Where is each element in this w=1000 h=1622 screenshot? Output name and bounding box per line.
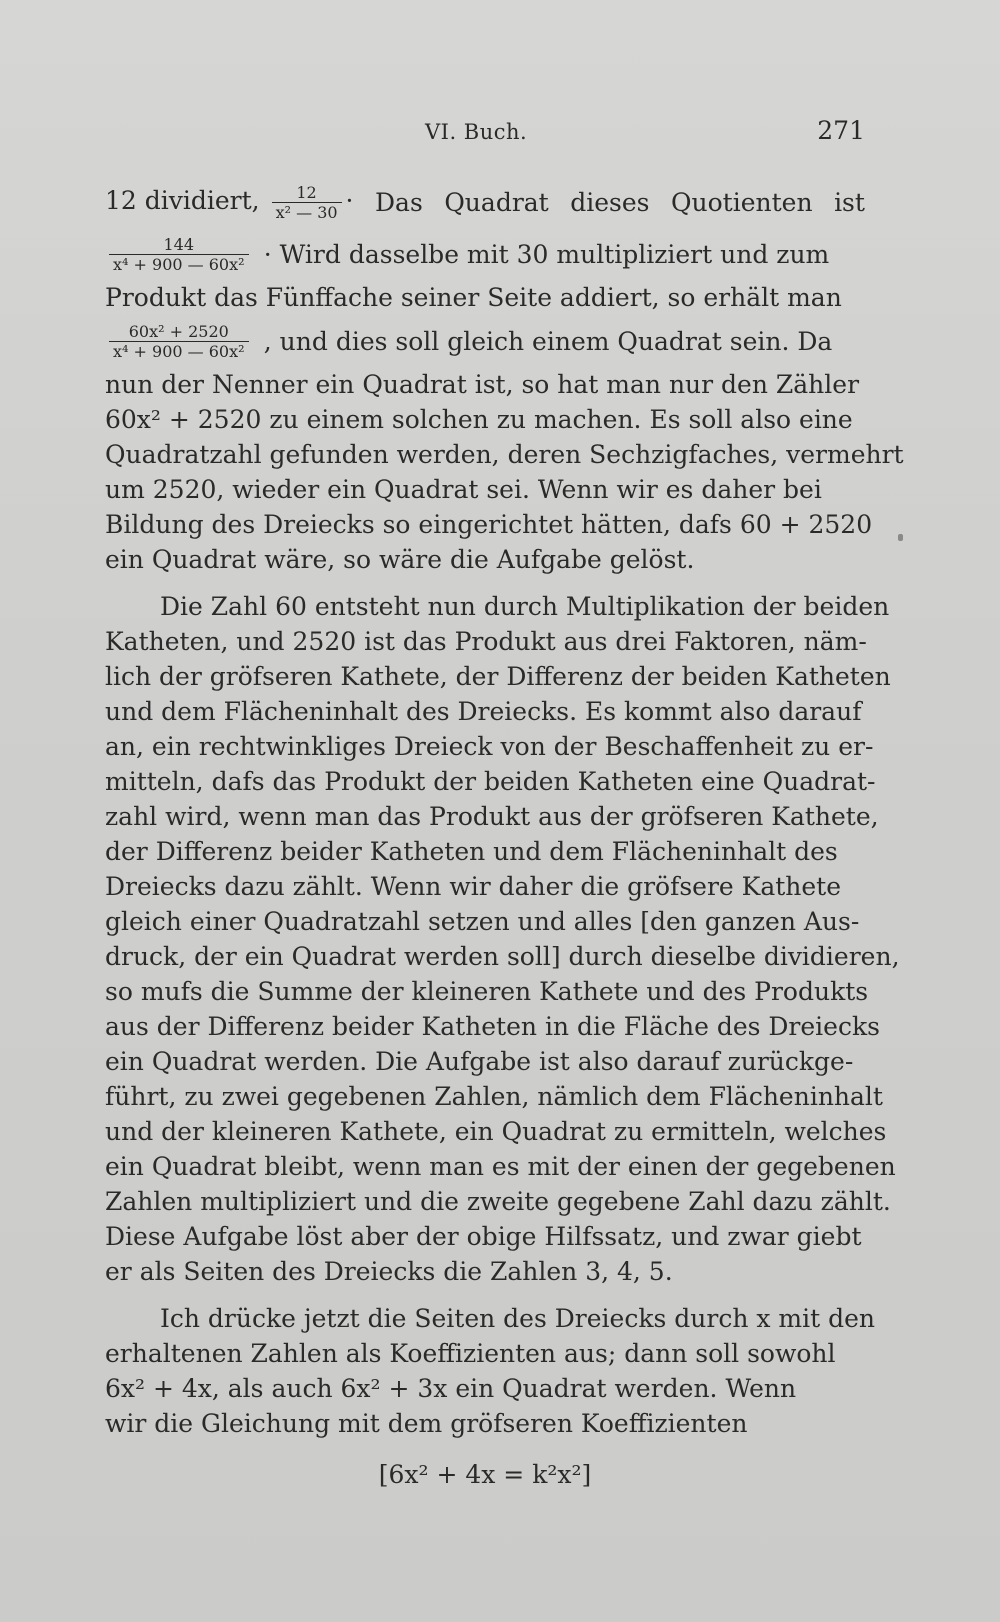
paragraph-line: Zahlen multipliziert und die zweite gegebene Zahl dazu zählt. bbox=[105, 1187, 891, 1216]
fraction-144-over-denominator bbox=[109, 235, 249, 274]
line-text: nun der Nenner ein Quadrat ist, so hat man nur den Zähler bbox=[105, 370, 860, 399]
word: Quadrat bbox=[444, 187, 549, 217]
paragraph-line: an, ein rechtwinkliges Dreieck von der Beschaffenheit zu er- bbox=[105, 732, 874, 761]
fraction-12-over-x2-minus-30 bbox=[272, 183, 342, 222]
page-number: 271 bbox=[817, 116, 865, 145]
fraction-denominator: x⁴ + 900 — 60x² bbox=[109, 341, 249, 361]
paragraph-line: erhaltenen Zahlen als Koeffizienten aus; dann soll sowohl bbox=[105, 1339, 836, 1368]
line-4-text: , und dies soll gleich einem Quadrat sein. Da bbox=[263, 326, 833, 356]
paragraph-line: gleich einer Quadratzahl setzen und alles [den ganzen Aus- bbox=[105, 907, 860, 936]
paragraph-line: lich der gröfseren Kathete, der Differenz der beiden Katheten bbox=[105, 662, 891, 691]
paragraph-line: Die Zahl 60 entsteht nun durch Multiplikation der beiden bbox=[160, 592, 890, 621]
line-3-text: Produkt das Fünffache seiner Seite addiert, so erhält man bbox=[105, 283, 842, 312]
paragraph-line: aus der Differenz beider Katheten in die Fläche des Dreiecks bbox=[105, 1012, 880, 1041]
display-equation: [6x² + 4x = k²x²] bbox=[378, 1460, 592, 1489]
fraction-denominator: x² — 30 bbox=[272, 202, 342, 222]
line-text: Bildung des Dreiecks so eingerichtet hätten, dafs 60 + 2520 bbox=[105, 510, 873, 539]
text-line-4 bbox=[105, 315, 865, 367]
fraction-60x2-plus-2520 bbox=[109, 322, 249, 361]
paragraph-line: Katheten, und 2520 ist das Produkt aus drei Faktoren, näm- bbox=[105, 627, 867, 656]
text-line-9 bbox=[105, 507, 873, 542]
text-line-8 bbox=[105, 472, 865, 507]
text-line-6 bbox=[105, 402, 865, 437]
paragraph-line: und der kleineren Kathete, ein Quadrat zu ermitteln, welches bbox=[105, 1117, 887, 1146]
paragraph-gap bbox=[105, 577, 865, 589]
paragraph-line: ein Quadrat werden. Die Aufgabe ist also darauf zurückge- bbox=[105, 1047, 854, 1076]
page-header bbox=[105, 116, 865, 150]
paragraph-line: er als Seiten des Dreiecks die Zahlen 3, 4, 5. bbox=[105, 1257, 673, 1286]
line-text: Quadratzahl gefunden werden, deren Sechzigfaches, vermehrt bbox=[105, 440, 904, 469]
line-text: 60x² + 2520 zu einem solchen zu machen. Es soll also eine bbox=[105, 405, 853, 434]
word: Quotienten bbox=[671, 187, 813, 217]
text-line-7 bbox=[105, 437, 904, 472]
line-2-text: · Wird dasselbe mit 30 multipliziert und zum bbox=[263, 239, 830, 269]
paragraph-line: 6x² + 4x, als auch 6x² + 3x ein Quadrat werden. Wenn bbox=[105, 1374, 797, 1403]
paragraph-line: und dem Flächeninhalt des Dreiecks. Es kommt also darauf bbox=[105, 697, 862, 726]
paragraph-line: mitteln, dafs das Produkt der beiden Katheten eine Quadrat- bbox=[105, 767, 876, 796]
paragraph-line: Diese Aufgabe löst aber der obige Hilfssatz, und zwar giebt bbox=[105, 1222, 862, 1251]
fraction-denominator: x⁴ + 900 — 60x² bbox=[109, 254, 249, 274]
body-text bbox=[105, 176, 904, 1492]
text-line-3 bbox=[105, 280, 865, 315]
fraction-numerator: 144 bbox=[163, 234, 195, 254]
paragraph-line: druck, der ein Quadrat werden soll] durch dieselbe dividieren, bbox=[105, 942, 900, 971]
paragraph-line: zahl wird, wenn man das Produkt aus der gröfseren Kathete, bbox=[105, 802, 879, 831]
paragraph-3 bbox=[105, 1301, 876, 1441]
text-line-1 bbox=[105, 176, 865, 228]
word: dieses bbox=[570, 187, 650, 217]
paragraph-line: führt, zu zwei gegebenen Zahlen, nämlich dem Flächeninhalt bbox=[105, 1082, 883, 1111]
line-text: ein Quadrat wäre, so wäre die Aufgabe gelöst. bbox=[105, 545, 695, 574]
line-text: um 2520, wieder ein Quadrat sei. Wenn wir es daher bei bbox=[105, 475, 822, 504]
line-1-start: 12 dividiert, bbox=[105, 185, 260, 215]
text-line-5 bbox=[105, 367, 865, 402]
line-1-dot: · bbox=[345, 185, 354, 215]
paragraph-line: wir die Gleichung mit dem gröfseren Koeffizienten bbox=[105, 1409, 748, 1438]
paragraph-line: Ich drücke jetzt die Seiten des Dreiecks durch x mit den bbox=[160, 1304, 876, 1333]
fraction-numerator: 60x² + 2520 bbox=[128, 321, 229, 341]
paragraph-gap bbox=[105, 1289, 865, 1301]
word: ist bbox=[834, 187, 865, 217]
paragraph-line: ein Quadrat bleibt, wenn man es mit der einen der gegebenen bbox=[105, 1152, 896, 1181]
paragraph-2 bbox=[105, 589, 900, 1289]
text-line-2 bbox=[105, 228, 865, 280]
fraction-numerator: 12 bbox=[296, 182, 317, 202]
paragraph-line: der Differenz beider Katheten und dem Flächeninhalt des bbox=[105, 837, 838, 866]
paragraph-line: Dreiecks dazu zählt. Wenn wir daher die gröfsere Kathete bbox=[105, 872, 842, 901]
text-line-10 bbox=[105, 542, 865, 577]
paragraph-line: so mufs die Summe der kleineren Kathete und des Produkts bbox=[105, 977, 869, 1006]
running-head: VI. Buch. bbox=[425, 120, 528, 144]
margin-speck bbox=[898, 534, 903, 541]
word: Das bbox=[375, 187, 423, 217]
